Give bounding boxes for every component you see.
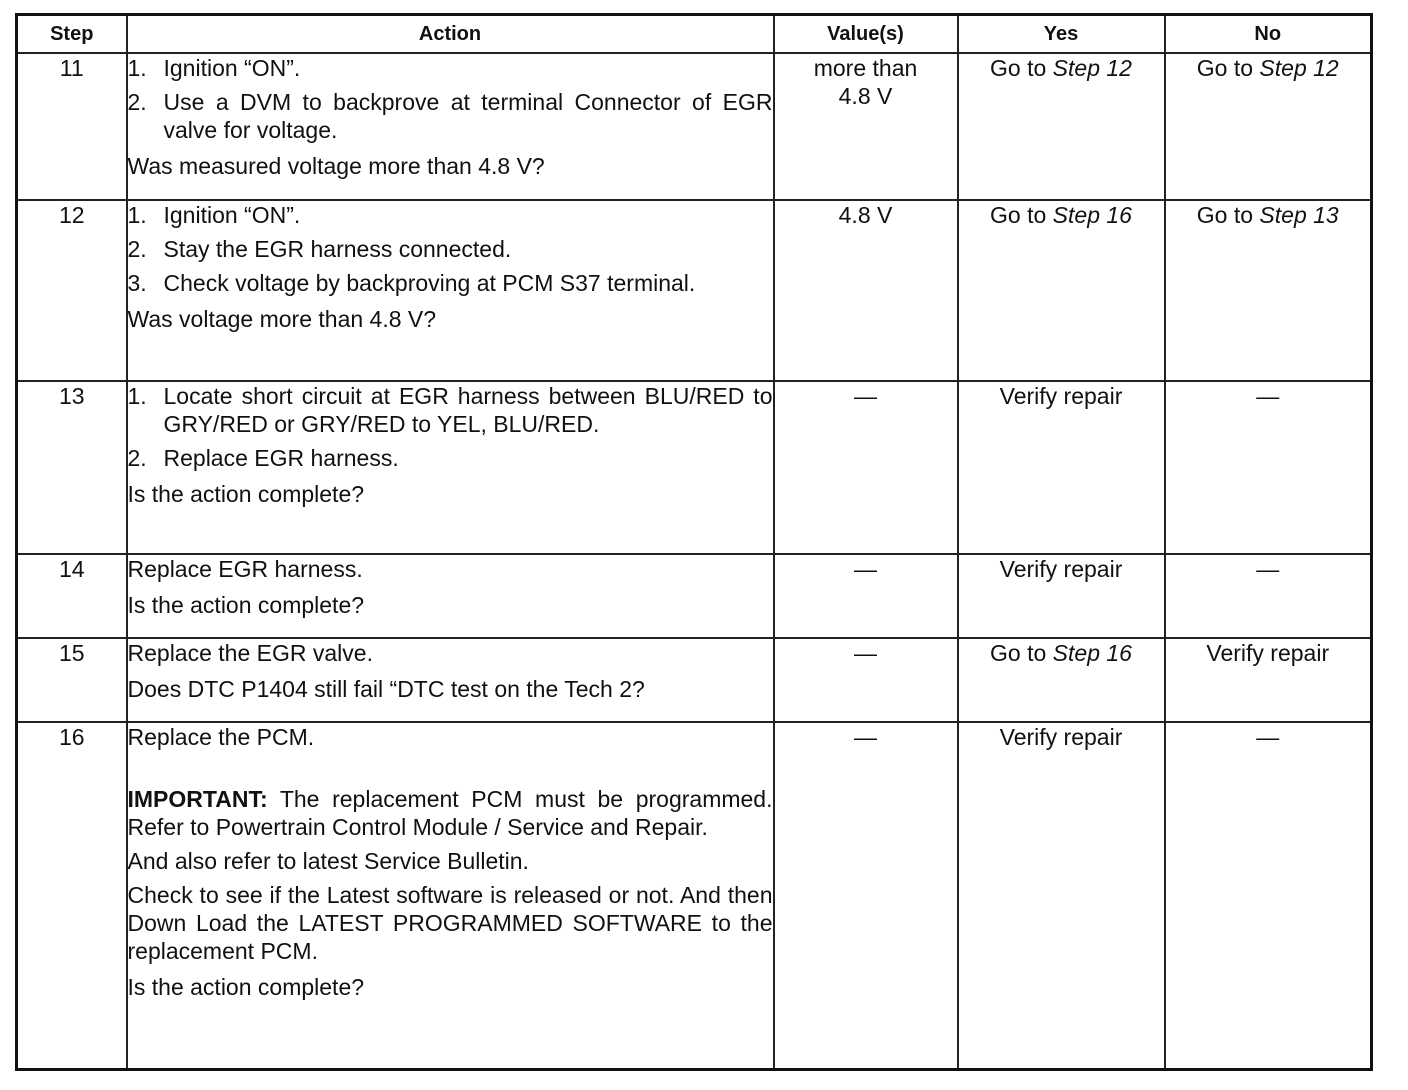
action-text: Replace the EGR valve. [127,640,373,666]
action-item [128,269,773,297]
item-text: Ignition “ON”. [163,55,301,81]
item-number: 2. [127,236,147,262]
action-item [128,88,773,144]
no-prefix: Go to [1196,55,1260,81]
yes-prefix: Go to [990,55,1053,81]
question-text: Is the action complete? [127,592,365,618]
action-item [128,201,773,229]
value-cell: more than 4.8 V [774,53,958,200]
table-row [17,722,1372,1069]
action-cell [127,554,774,638]
item-number: 1. [127,202,147,228]
yes-cell: Verify repair [958,554,1165,638]
action-item [128,382,773,438]
no-cell: — [1165,381,1372,554]
yes-cell [958,200,1165,381]
yes-step-link: Step 12 [1052,55,1132,81]
important-text: The replacement PCM must be programmed. Refer to Powertrain Control Module / Service and Repair. [127,786,773,840]
question-text: Does DTC P1404 still fail “DTC test on the Tech 2? [127,676,645,702]
header-yes: Yes [958,15,1165,54]
no-cell: Verify repair [1165,638,1372,722]
header-row [17,15,1372,54]
value-cell: — [774,638,958,722]
table-row [17,638,1372,722]
table-row [17,554,1372,638]
no-step-link: Step 12 [1259,55,1339,81]
header-step: Step [17,15,127,54]
step-number: 14 [17,554,127,638]
no-prefix: Go to [1196,202,1260,228]
question-text: Was voltage more than 4.8 V? [127,306,437,332]
value-cell: — [774,722,958,1069]
step-number: 12 [17,200,127,381]
item-text: Stay the EGR harness connected. [163,236,512,262]
header-action: Action [127,15,774,54]
item-number: 1. [127,55,147,81]
important-note [128,785,773,841]
header-no: No [1165,15,1372,54]
table-row [17,53,1372,200]
action-text: Replace the PCM. [127,724,315,750]
diagnostic-steps-table [15,13,1373,1071]
table-row [17,381,1372,554]
action-cell [127,722,774,1069]
step-number: 13 [17,381,127,554]
item-number: 1. [127,383,147,409]
item-text: Locate short circuit at EGR harness between BLU/RED to GRY/RED or GRY/RED to YEL, BLU/RED. [163,383,773,437]
action-text: Replace EGR harness. [127,556,363,582]
yes-cell [958,638,1165,722]
item-text: Check voltage by backproving at PCM S37 terminal. [163,270,696,296]
bulletin-note: And also refer to latest Service Bulletin. [127,848,529,874]
step-number: 16 [17,722,127,1069]
yes-step-link: Step 16 [1052,640,1132,666]
value-cell: — [774,554,958,638]
yes-cell: Verify repair [958,722,1165,1069]
action-cell [127,381,774,554]
software-note: Check to see if the Latest software is released or not. And then Down Load the LATEST PROGRAMMED SOFTWARE to the replacement PCM. [127,882,773,964]
action-cell [127,638,774,722]
action-item [128,444,773,472]
action-cell [127,53,774,200]
header-values: Value(s) [774,15,958,54]
no-cell: — [1165,554,1372,638]
no-cell [1165,53,1372,200]
yes-cell: Verify repair [958,381,1165,554]
action-cell [127,200,774,381]
question-text: Was measured voltage more than 4.8 V? [127,153,545,179]
table-row [17,200,1372,381]
item-text: Replace EGR harness. [163,445,399,471]
action-item [128,235,773,263]
no-cell: — [1165,722,1372,1069]
yes-prefix: Go to [990,202,1053,228]
yes-prefix: Go to [990,640,1053,666]
yes-cell [958,53,1165,200]
item-text: Ignition “ON”. [163,202,301,228]
value-cell: — [774,381,958,554]
no-step-link: Step 13 [1259,202,1339,228]
value-cell: 4.8 V [774,200,958,381]
item-number: 2. [127,89,147,115]
question-text: Is the action complete? [127,481,365,507]
step-number: 11 [17,53,127,200]
step-number: 15 [17,638,127,722]
yes-step-link: Step 16 [1052,202,1132,228]
question-text: Is the action complete? [127,974,365,1000]
item-number: 2. [127,445,147,471]
item-text: Use a DVM to backprove at terminal Connector of EGR valve for voltage. [163,89,773,143]
action-item [128,54,773,82]
no-cell [1165,200,1372,381]
item-number: 3. [127,270,147,296]
important-label: IMPORTANT: [127,786,268,812]
